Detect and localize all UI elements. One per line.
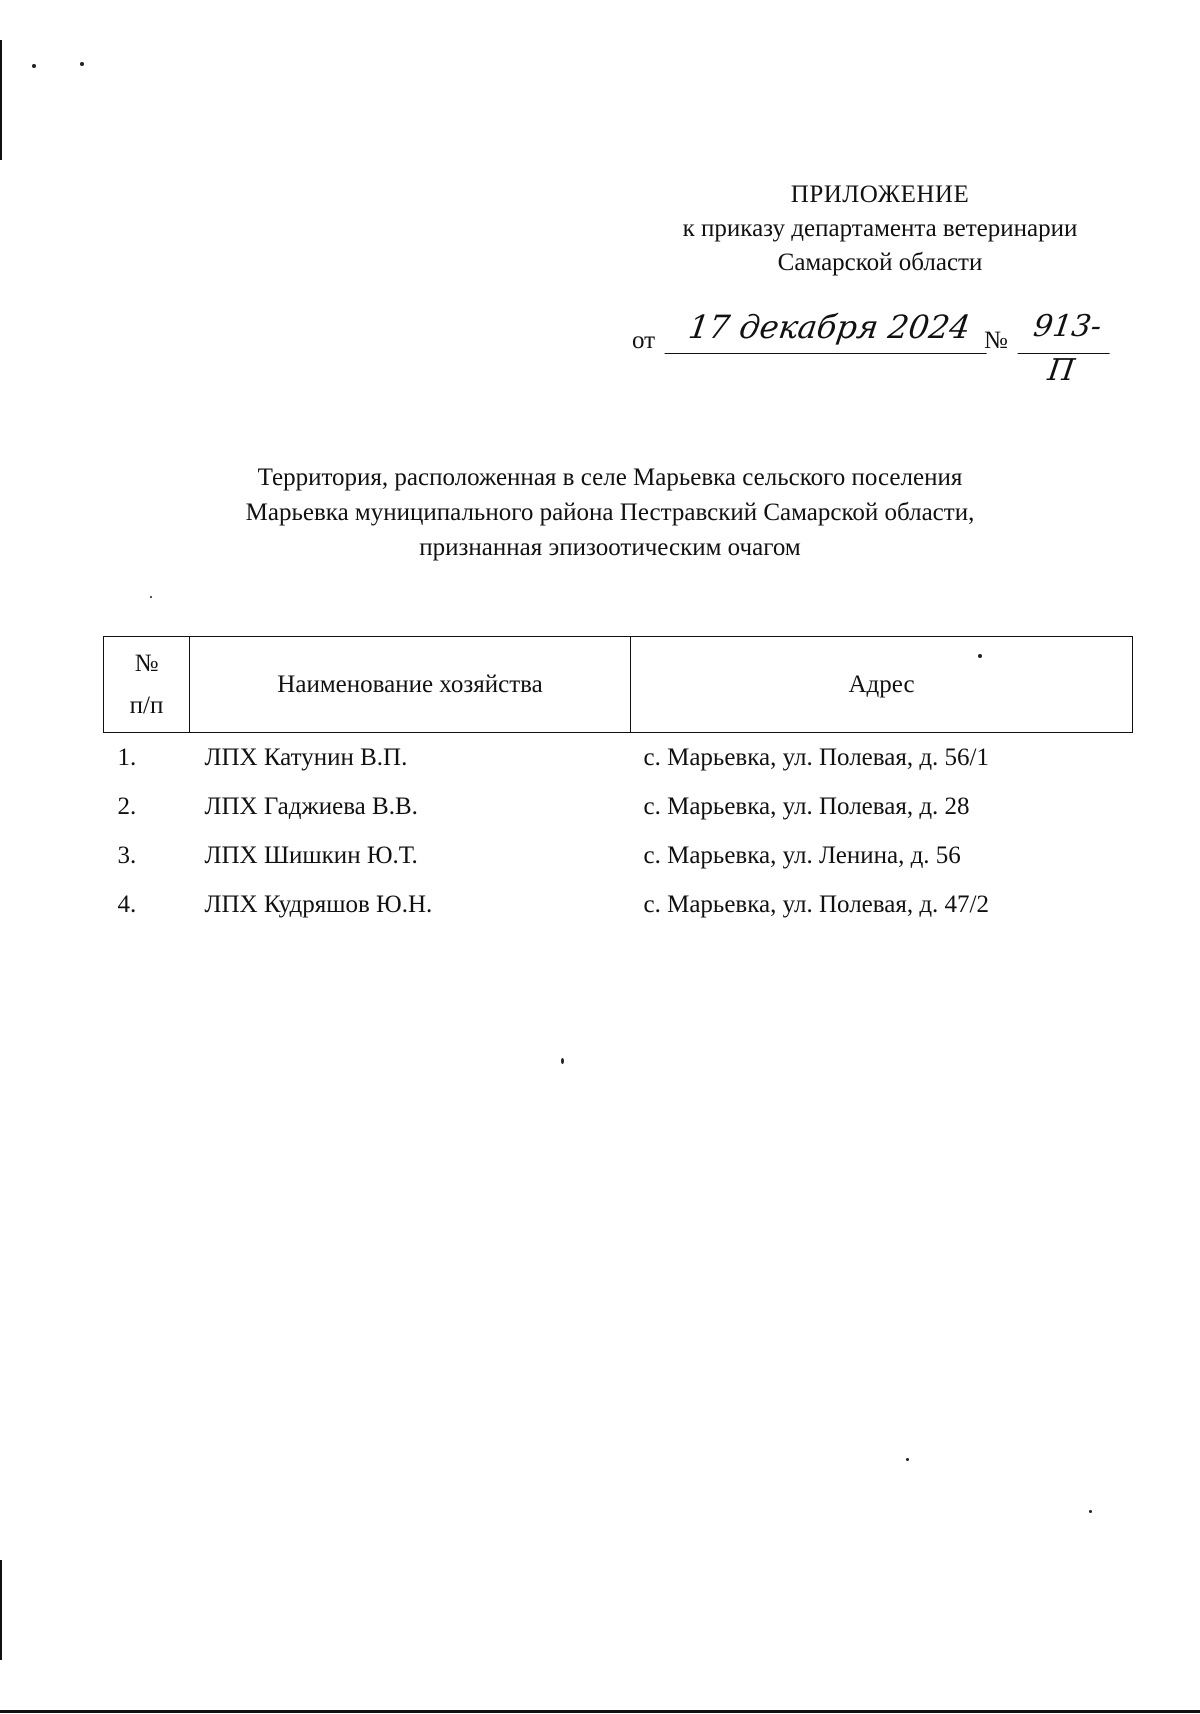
row-address: с. Марьевка, ул. Полевая, д. 56/1 (643, 743, 989, 771)
scan-speck (906, 1458, 909, 1461)
row-farm-name: ЛПХ Гаджиева В.В. (204, 792, 418, 820)
table-row (104, 880, 1133, 929)
table-row (104, 733, 1133, 783)
scan-speck (80, 62, 84, 66)
heading-line-3: признанная эпизоотическим очагом (419, 534, 801, 561)
appendix-title: ПРИЛОЖЕНИЕ (790, 181, 970, 208)
table-row (104, 782, 1133, 831)
row-farm-name: ЛПХ Кудряшов Ю.Н. (204, 890, 433, 918)
scan-edge-mark-top (0, 40, 2, 160)
row-farm-name: ЛПХ Шишкин Ю.Т. (204, 841, 418, 869)
heading-line-2: Марьевка муниципального района Пестравский Самарской области, (245, 499, 975, 526)
scan-speck (1089, 1510, 1092, 1513)
row-address: с. Марьевка, ул. Полевая, д. 28 (643, 792, 970, 820)
row-number: 4. (117, 890, 137, 918)
scan-speck (561, 1058, 564, 1064)
scan-speck (32, 64, 36, 68)
order-date-number-line (632, 305, 1152, 388)
farms-table-wrapper (103, 636, 1133, 929)
header-address: Адрес (631, 637, 1133, 733)
heading-line-1: Территория, расположенная в селе Марьевка сельского поселения (257, 464, 963, 491)
row-address: с. Марьевка, ул. Ленина, д. 56 (643, 841, 961, 869)
scan-edge-mark-bottom (0, 1560, 2, 1660)
row-number: 3. (117, 841, 137, 869)
table-row (104, 831, 1133, 880)
order-number-sign: № (984, 327, 1008, 354)
row-address: с. Марьевка, ул. Полевая, д. 47/2 (643, 890, 989, 918)
row-number: 2. (117, 792, 137, 820)
scan-speck (150, 596, 152, 598)
order-number-handwritten: 913-П (1018, 305, 1117, 354)
order-date-prefix: от (632, 327, 656, 354)
farms-table (103, 636, 1133, 929)
header-farm-name: Наименование хозяйства (190, 637, 631, 733)
order-date-handwritten: 17 декабря 2024 (665, 305, 994, 354)
table-header-row (104, 637, 1133, 733)
document-heading (160, 460, 1060, 565)
scan-bottom-line (0, 1710, 1200, 1713)
header-number-sign: № (134, 649, 159, 677)
appendix-order-ref: к приказу департамента ветеринарии (682, 215, 1078, 242)
header-number-pp: п/п (129, 691, 164, 719)
appendix-region: Самарской области (777, 249, 983, 276)
appendix-block (620, 178, 1140, 280)
header-number (104, 637, 190, 733)
row-number: 1. (117, 743, 137, 771)
row-farm-name: ЛПХ Катунин В.П. (204, 743, 408, 771)
